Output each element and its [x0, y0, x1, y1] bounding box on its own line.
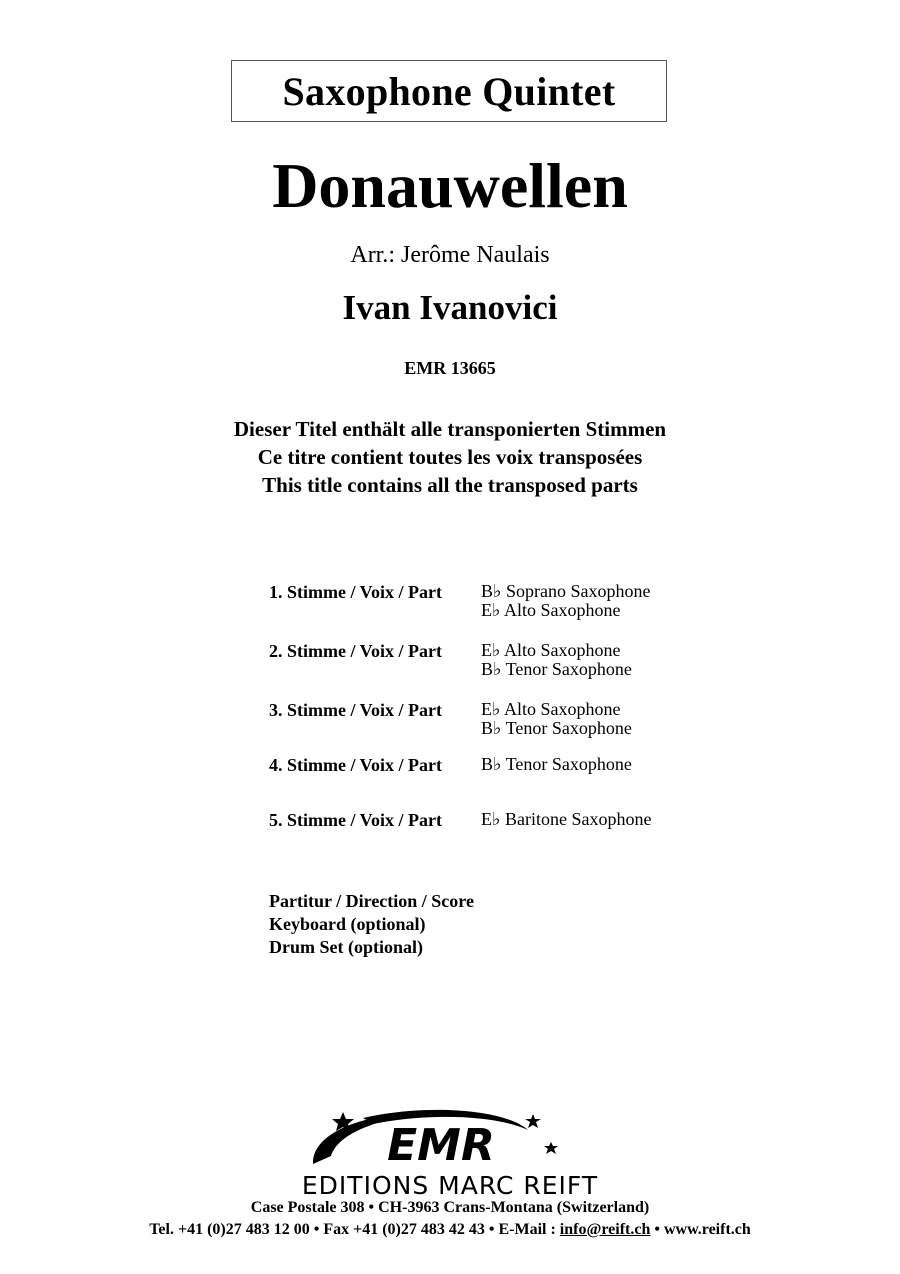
part-instrument: B♭ Tenor Saxophone	[481, 718, 632, 738]
keyboard-item: Keyboard (optional)	[269, 914, 426, 934]
transposition-notes	[0, 415, 900, 499]
part-label: 1. Stimme / Voix / Part	[269, 582, 442, 602]
part-instruments	[481, 810, 651, 829]
drum-set-item: Drum Set (optional)	[269, 937, 423, 957]
logo-text: EMR	[387, 1120, 495, 1171]
ensemble-label	[231, 60, 667, 122]
composer-name: Ivan Ivanovici	[342, 288, 558, 327]
part-label: 5. Stimme / Voix / Part	[269, 810, 442, 830]
logo-star	[525, 1114, 541, 1128]
work-title: Donauwellen	[272, 150, 628, 221]
note-english: This title contains all the transposed parts	[262, 473, 638, 497]
part-instrument: E♭ Alto Saxophone	[481, 600, 621, 620]
logo-star	[544, 1142, 558, 1154]
contact-website: • www.reift.ch	[650, 1221, 751, 1238]
part-label: 2. Stimme / Voix / Part	[269, 641, 442, 661]
catalog-number: EMR 13665	[404, 358, 496, 378]
part-instrument: B♭ Tenor Saxophone	[481, 659, 632, 679]
note-french: Ce titre contient toutes les voix transposées	[257, 445, 643, 469]
part-instrument: E♭ Alto Saxophone	[481, 640, 621, 660]
publisher-address: Case Postale 308 • CH-3963 Crans-Montana (Switzerland)	[250, 1199, 650, 1216]
part-label: 4. Stimme / Voix / Part	[269, 755, 442, 775]
part-instruments	[481, 582, 650, 620]
note-german: Dieser Titel enthält alle transponierten Stimmen	[233, 417, 667, 441]
part-instrument: E♭ Alto Saxophone	[481, 699, 621, 719]
part-instruments	[481, 755, 632, 774]
part-label: 3. Stimme / Voix / Part	[269, 700, 442, 720]
arranger-credit: Arr.: Jerôme Naulais	[350, 242, 550, 268]
publisher-contact	[0, 1220, 900, 1240]
additional-materials	[269, 890, 474, 959]
part-instrument: E♭ Baritone Saxophone	[481, 809, 652, 829]
emr-logo	[303, 1104, 563, 1176]
publisher-name: EDITIONS MARC REIFT	[301, 1171, 599, 1200]
part-instrument: B♭ Soprano Saxophone	[481, 581, 651, 601]
ensemble-text: Saxophone Quintet	[282, 68, 616, 114]
email-link[interactable]: info@reift.ch	[559, 1221, 651, 1238]
score-item: Partitur / Direction / Score	[269, 891, 474, 911]
part-instruments	[481, 700, 632, 738]
part-instruments	[481, 641, 632, 679]
part-instrument: B♭ Tenor Saxophone	[481, 754, 632, 774]
contact-phone-fax: Tel. +41 (0)27 483 12 00 • Fax +41 (0)27 483 42 43 • E-Mail :	[149, 1221, 560, 1238]
